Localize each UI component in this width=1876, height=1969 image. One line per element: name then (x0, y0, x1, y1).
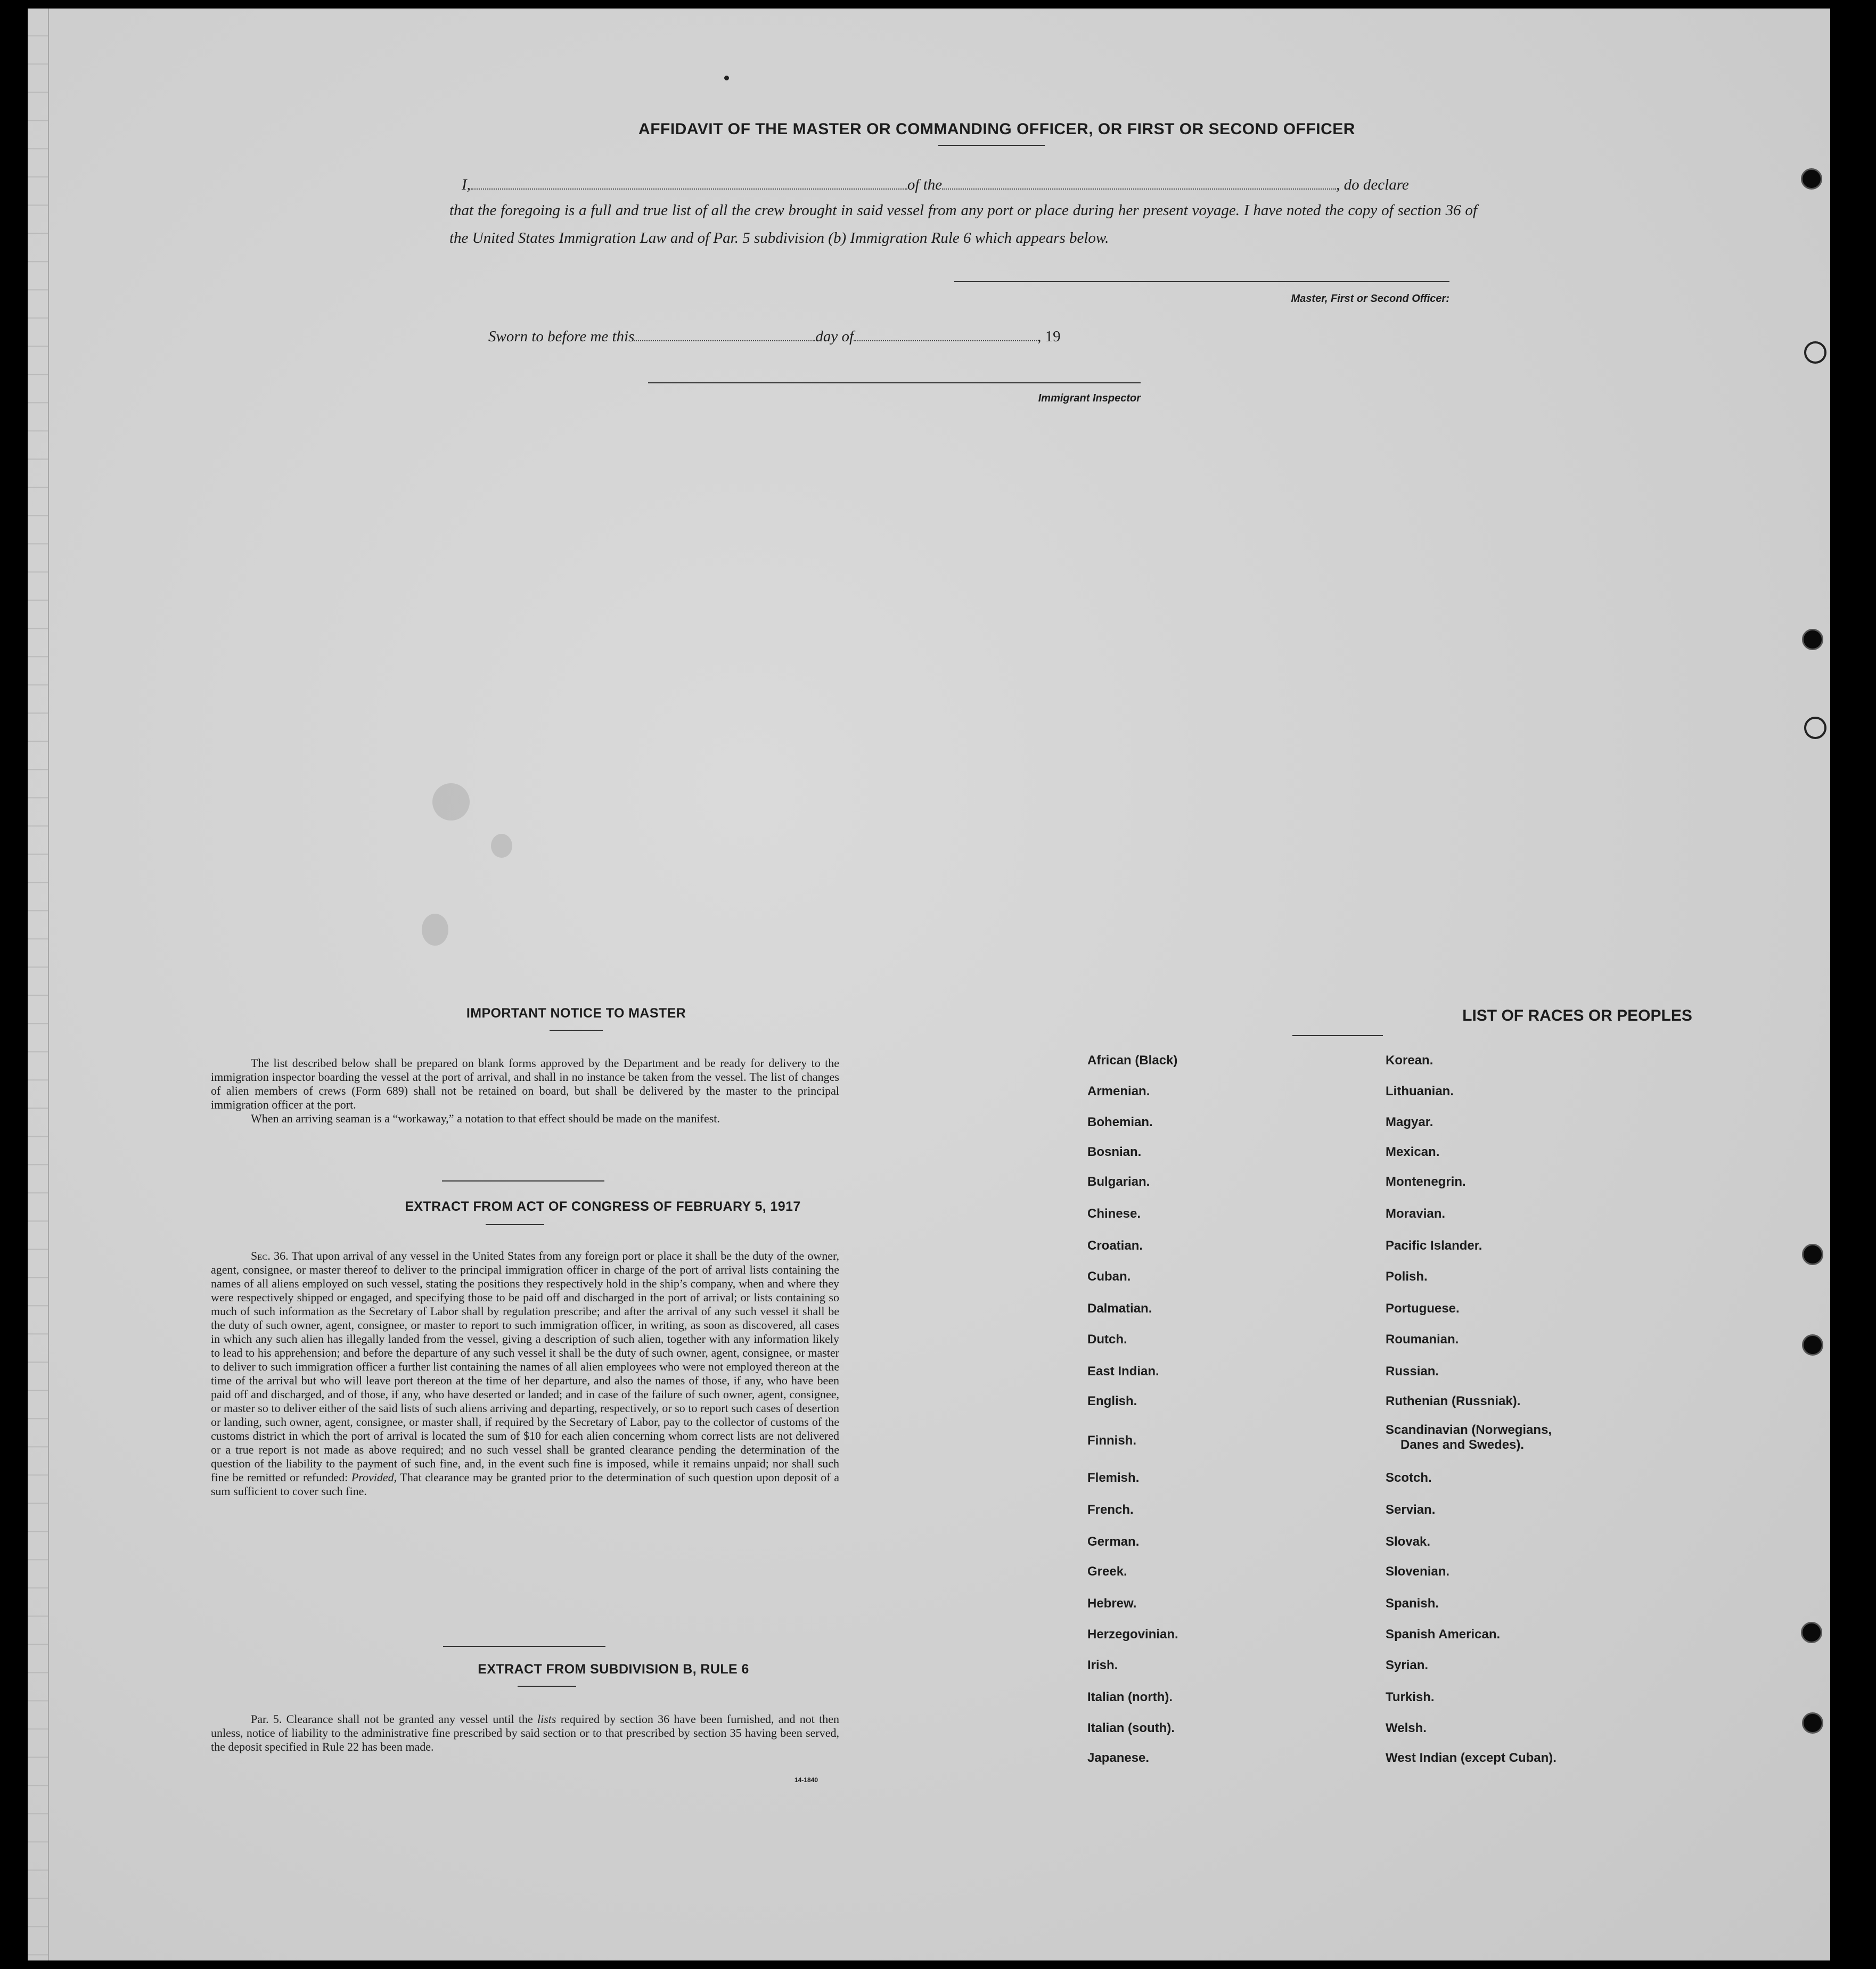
day-of-label: day of (815, 328, 854, 345)
race-item: Dalmatian. (1087, 1301, 1152, 1316)
race-item: Bulgarian. (1087, 1175, 1150, 1189)
master-signature-label: Master, First or Second Officer: (1291, 293, 1449, 305)
extract-rule-body (211, 1712, 839, 1754)
notice-divider (550, 1030, 603, 1031)
race-item: Herzegovinian. (1087, 1627, 1178, 1642)
binder-hole (1804, 717, 1826, 739)
races-list-title: LIST OF RACES OR PEOPLES (1462, 1007, 1692, 1024)
ink-dot (724, 76, 729, 80)
year-prefix: , 19 (1037, 328, 1061, 345)
sworn-label: Sworn to before me this (488, 328, 635, 345)
vessel-name-field[interactable] (942, 173, 1336, 190)
rule-text-start: Par. 5. Clearance shall not be granted any vessel until the (251, 1712, 537, 1726)
notice-paragraph-2: When an arriving seaman is a “workaway,” a notation to that effect should be made on the manifest. (251, 1112, 720, 1125)
stain-mark (422, 914, 448, 946)
race-item: East Indian. (1087, 1364, 1159, 1379)
race-item: Italian (north). (1087, 1690, 1173, 1704)
master-signature-field[interactable] (954, 281, 1449, 282)
race-item: Croatian. (1087, 1238, 1143, 1253)
i-label: I, (462, 176, 471, 193)
section-divider (442, 1180, 604, 1182)
section-label: Sec. 36. (251, 1249, 289, 1262)
race-item: French. (1087, 1503, 1134, 1517)
race-item: African (Black) (1087, 1053, 1178, 1068)
affidavit-title: AFFIDAVIT OF THE MASTER OR COMMANDING OFFICER, OR FIRST OR SECOND OFFICER (638, 120, 1355, 138)
stain-mark (432, 783, 470, 821)
race-item: Mexican. (1386, 1145, 1440, 1159)
sworn-day-field[interactable] (634, 324, 815, 341)
race-item: Dutch. (1087, 1332, 1127, 1347)
extract-rule-divider (518, 1686, 576, 1687)
sworn-line (488, 324, 1061, 346)
section-36-text-end: That clearance may be granted prior to the determination of such question upon deposit of a sum sufficient to cover such fine. (211, 1471, 839, 1498)
race-item-continuation: Danes and Swedes). (1400, 1438, 1525, 1452)
binder-hole (1801, 1622, 1822, 1643)
notice-body (211, 1056, 839, 1126)
race-item: Bosnian. (1087, 1145, 1142, 1159)
race-item: Greek. (1087, 1564, 1127, 1579)
declaration-text: that the foregoing is a full and true list of all the crew brought in said vessel from any port or place during her present voyage. I have noted the copy of section 36 of the United States Immigration Law and of Par. 5 subdivision (b) Immigration Rule 6 which appears below. (449, 202, 1477, 247)
binder-hole (1802, 1334, 1823, 1356)
section-divider (443, 1646, 605, 1647)
race-item: Ruthenian (Russniak). (1386, 1394, 1521, 1408)
extract-act-divider (486, 1224, 544, 1225)
race-item: Portuguese. (1386, 1301, 1460, 1316)
race-item: Syrian. (1386, 1658, 1429, 1672)
race-item: Spanish. (1386, 1596, 1439, 1611)
extract-act-body (211, 1249, 839, 1498)
race-item: English. (1087, 1394, 1137, 1408)
declaration-name-line (462, 173, 1473, 194)
do-declare-label: , do declare (1336, 176, 1409, 193)
race-item: German. (1087, 1535, 1140, 1549)
race-item: Montenegrin. (1386, 1175, 1466, 1189)
race-item: Spanish American. (1386, 1627, 1501, 1642)
race-item: Roumanian. (1386, 1332, 1459, 1347)
rule-text-end: required by section 36 have been furnished, and not then unless, notice of liability to the administrative fine prescribed by said section or to that prescribed by section 35 having been served, the deposit specified in Rule 22 has been made. (211, 1712, 840, 1753)
race-item: Armenian. (1087, 1084, 1150, 1098)
master-name-field[interactable] (471, 173, 907, 190)
race-item: Japanese. (1087, 1751, 1150, 1765)
binder-hole (1804, 341, 1826, 364)
race-item: Cuban. (1087, 1269, 1131, 1284)
race-item: West Indian (except Cuban). (1386, 1751, 1556, 1765)
race-item: Chinese. (1087, 1207, 1141, 1221)
binder-hole (1802, 1244, 1823, 1265)
race-item: Bohemian. (1087, 1115, 1153, 1129)
race-item: Magyar. (1386, 1115, 1433, 1129)
race-item: Scandinavian (Norwegians, (1386, 1423, 1552, 1437)
race-item: Irish. (1087, 1658, 1118, 1672)
race-item: Polish. (1386, 1269, 1428, 1284)
document-page (28, 9, 1830, 1960)
races-divider (1292, 1035, 1383, 1036)
race-item: Pacific Islander. (1386, 1238, 1482, 1253)
race-item: Korean. (1386, 1053, 1433, 1068)
race-item: Welsh. (1386, 1721, 1427, 1735)
notice-paragraph-1: The list described below shall be prepared on blank forms approved by the Department and be ready for delivery to the immigration inspector boarding the vessel at the port of arrival, and shall in no instance be taken from the vessel. The list of changes of alien members of crews (Form 689) shall not be retained on board, but shall be delivered by the master to the principal immigration officer at the port. (211, 1056, 839, 1111)
inspector-signature-field[interactable] (648, 382, 1141, 383)
form-number: 14-1840 (794, 1776, 818, 1784)
extract-rule-title: EXTRACT FROM SUBDIVISION B, RULE 6 (478, 1662, 749, 1677)
lists-word: lists (537, 1712, 556, 1726)
binder-hole (1802, 1712, 1823, 1734)
race-item: Italian (south). (1087, 1721, 1175, 1735)
provided-label: Provided, (351, 1471, 397, 1484)
notice-title: IMPORTANT NOTICE TO MASTER (466, 1006, 686, 1021)
race-item: Slovak. (1386, 1535, 1431, 1549)
stain-mark (491, 834, 512, 858)
race-item: Hebrew. (1087, 1596, 1137, 1611)
race-item: Scotch. (1386, 1471, 1432, 1485)
race-item: Slovenian. (1386, 1564, 1450, 1579)
binder-hole (1801, 168, 1822, 190)
ruled-margin-strip (28, 9, 49, 1960)
race-item: Flemish. (1087, 1471, 1140, 1485)
race-item: Lithuanian. (1386, 1084, 1454, 1098)
race-item: Turkish. (1386, 1690, 1435, 1704)
of-the-label: of the (907, 176, 943, 193)
section-36-text: That upon arrival of any vessel in the United States from any foreign port or place it shall be the duty of the owner, agent, consignee, or master thereof to deliver to the principal immigration officer in charge of the port of arrival lists containing the names of all aliens employed on such vessel, stating the positions they respectively hold in the ship’s company, when and where they were respectively shipped or engaged, and specifying those to be paid off and discharged in the port of arrival; or lists containing so much of such information as the Secretary of Labor shall by regulation prescribe; and after the arrival of any such vessel it shall be the duty of such owner, agent, consignee, or master to report to such immigration officer, in writing, as soon as discovered, all cases in which any such alien has illegally landed from the vessel, giving a description of such alien, together with any information likely to lead to his apprehension; and before the departure of any such vessel it shall be the duty of such owner, agent, consignee, or master to deliver to such immigration officer a further list containing the names of all alien employees who were not employed thereon at the time of the arrival but who will leave port thereon at the time of her departure, and also the names of those, if any, who have been paid off and discharged, and of those, if any, who have deserted or landed; and in case of the failure of such owner, agent, consignee, or master so to deliver either of the said lists of such aliens arriving and departing, respectively, or so to report such cases of desertion or landing, such owner, agent, consignee, or master shall, if required by the Secretary of Labor, pay to the collector of customs of the customs district in which the port of arrival is located the sum of $10 for each alien concerning whom correct lists are not delivered or a true report is not made as above required; and no such vessel shall be granted clearance pending the determination of the question of the liability to the payment of such fine, and, in the event such fine is imposed, while it remains unpaid; nor shall such fine be remitted or refunded: (211, 1249, 840, 1484)
race-item: Finnish. (1087, 1433, 1136, 1448)
binder-hole (1802, 629, 1823, 650)
race-item: Russian. (1386, 1364, 1439, 1379)
inspector-label: Immigrant Inspector (1038, 392, 1141, 404)
sworn-month-field[interactable] (854, 324, 1037, 341)
extract-act-title: EXTRACT FROM ACT OF CONGRESS OF FEBRUARY 5, 1917 (405, 1199, 801, 1214)
race-item: Servian. (1386, 1503, 1436, 1517)
race-item: Moravian. (1386, 1207, 1446, 1221)
title-divider (938, 145, 1045, 146)
